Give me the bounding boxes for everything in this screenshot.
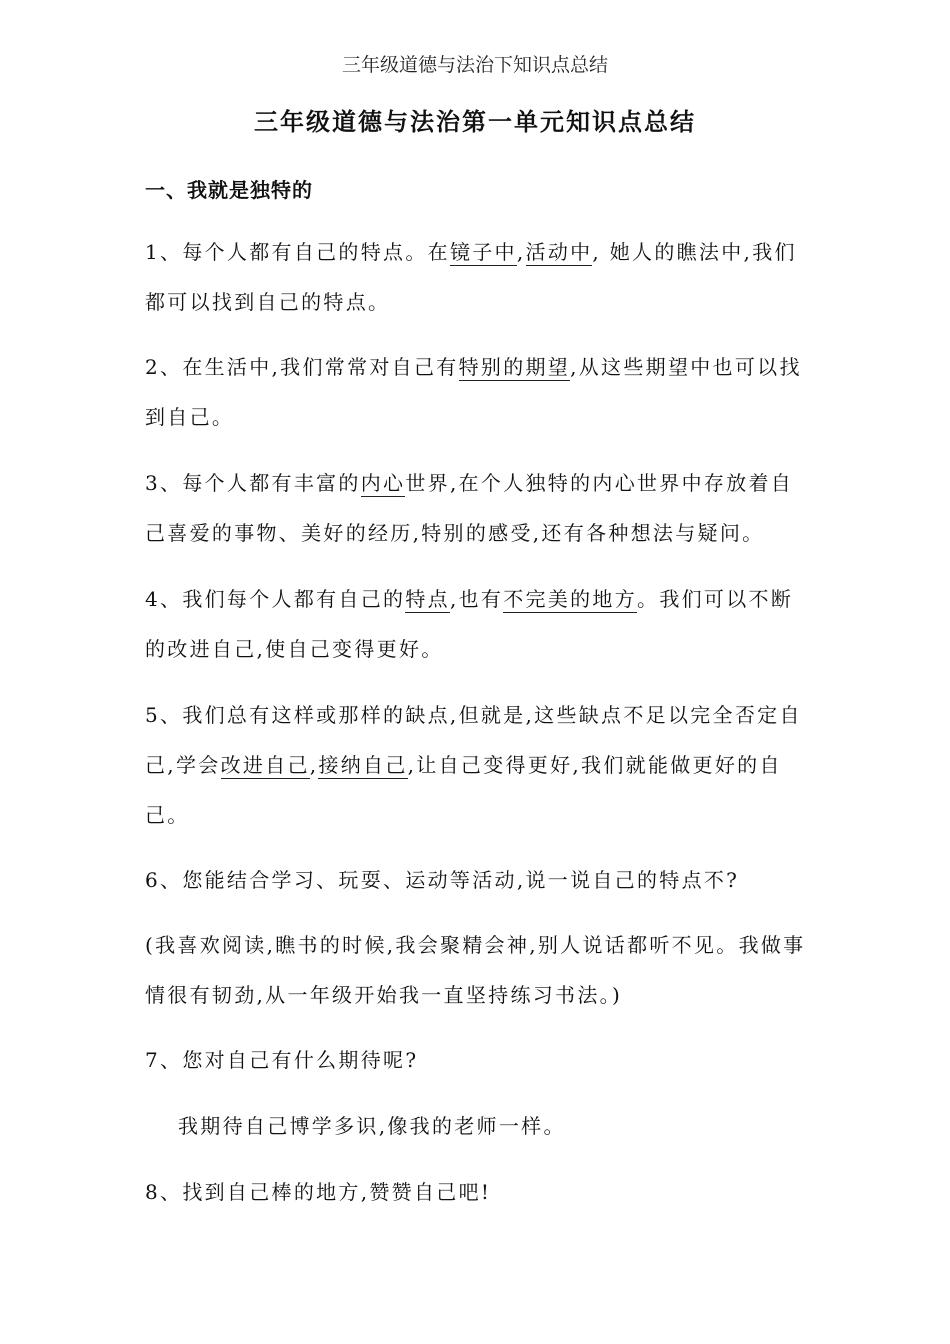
question-6: 6、您能结合学习、玩耍、运动等活动,说一说自己的特点不? [145, 868, 740, 892]
underlined-term-improve: 改进自己 [220, 753, 310, 777]
paragraph-3 [145, 458, 810, 558]
underlined-term-mirror: 镜子中 [449, 240, 517, 264]
paragraph-2-text-b: ,从这些期望中也可以找到自己。 [145, 355, 802, 429]
document-title: 三年级道德与法治第一单元知识点总结 [254, 108, 696, 136]
paragraph-4-text-c: 。我们可以不断的改进自己,使自己变得更好。 [145, 587, 794, 661]
underlined-term-features: 特点 [405, 587, 450, 611]
section-heading: 一、我就是独特的 [145, 178, 313, 202]
paragraph-5-text-c: ,让自己变得更好,我们就能做更好的自己。 [145, 753, 782, 827]
paragraph-1-text-a: 1、每个人都有自己的特点。在 [145, 240, 450, 264]
paragraph-5-text-b: , [309, 753, 319, 777]
paragraph-4-text-a: 4、我们每个人都有自己的 [145, 587, 406, 611]
paragraph-2 [145, 342, 810, 442]
paragraph-2-text-a: 2、在生活中,我们常常对自己有 [145, 355, 459, 379]
page-header: 三年级道德与法治下知识点总结 [341, 54, 608, 76]
paragraph-5 [145, 690, 810, 840]
paragraph-1 [145, 227, 810, 327]
underlined-term-imperfect: 不完美的地方 [503, 587, 638, 611]
paragraph-5-text-a: 5、我们总有这样或那样的缺点,但就是,这些缺点不足以完全否定自己,学会 [145, 703, 802, 777]
paragraph-1-text-c: , 她人的瞧法中,我们都可以找到自己的特点。 [145, 240, 797, 314]
underlined-term-activity: 活动中 [525, 240, 593, 264]
paragraph-4-text-b: ,也有 [449, 587, 504, 611]
paragraph-4 [145, 574, 810, 674]
paragraph-3-text-a: 3、每个人都有丰富的 [145, 471, 361, 495]
item-8: 8、找到自己棒的地方,赞赞自己吧! [145, 1180, 492, 1204]
answer-6: (我喜欢阅读,瞧书的时候,我会聚精会神,别人说话都听不见。我做事情很有韧劲,从一年级开始我一直坚持练习书法。) [145, 933, 806, 1007]
question-7: 7、您对自己有什么期待呢? [145, 1048, 419, 1072]
underlined-term-inner: 内心 [360, 471, 406, 495]
underlined-term-expectation: 特别的期望 [458, 355, 571, 379]
answer-7: 我期待自己博学多识,像我的老师一样。 [178, 1114, 566, 1138]
paragraph-3-text-b: 世界,在个人独特的内心世界中存放着自己喜爱的事物、美好的经历,特别的感受,还有各种想法与疑问。 [145, 471, 794, 545]
underlined-term-accept: 接纳自己 [318, 753, 408, 777]
paragraph-1-text-b: , [516, 240, 526, 264]
